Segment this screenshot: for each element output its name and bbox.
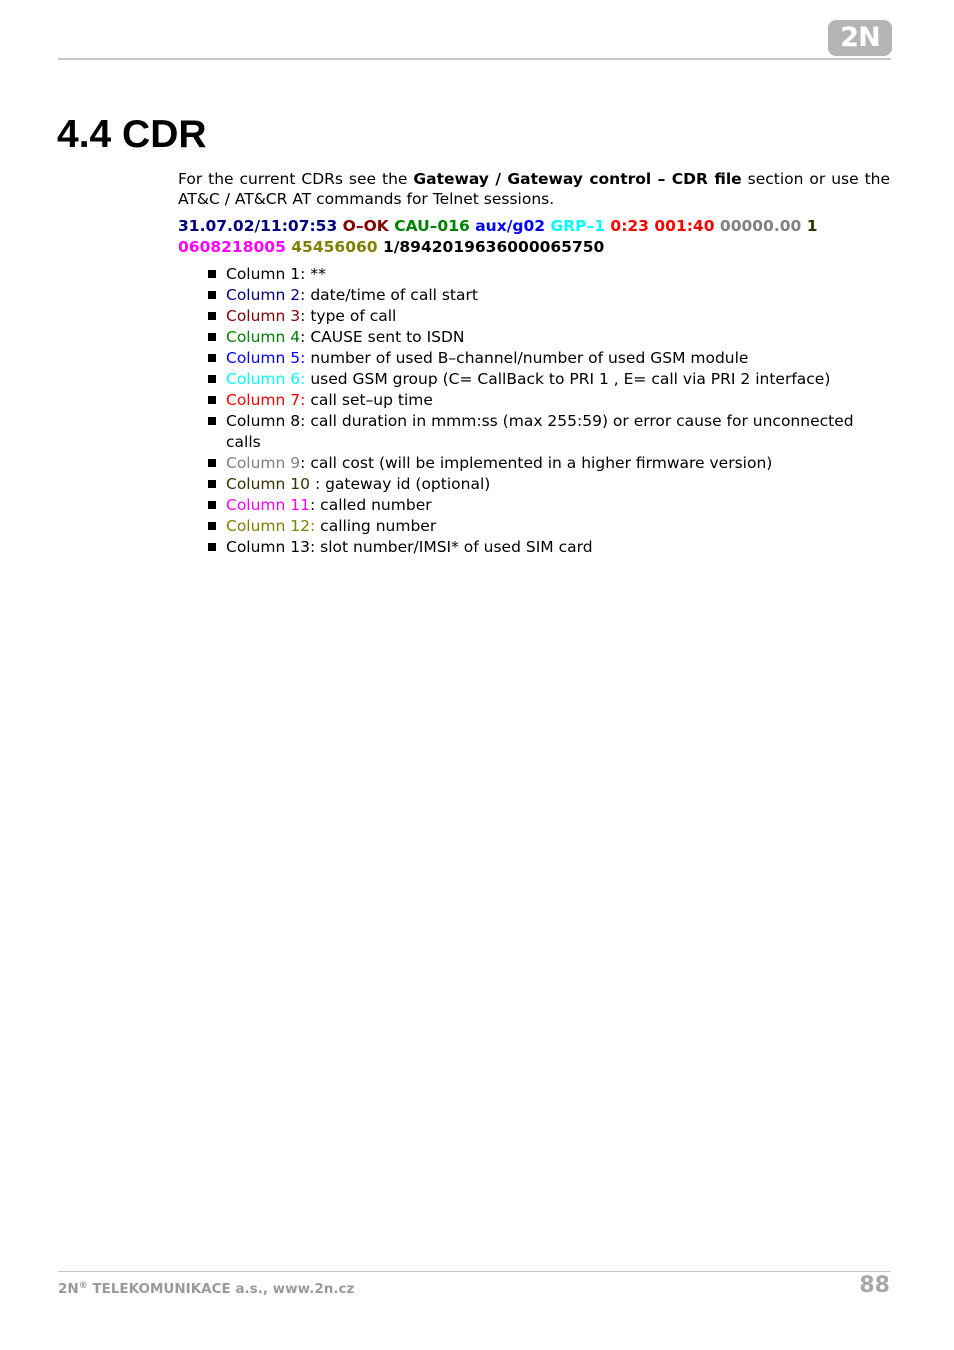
column-description: number of used B–channel/number of used GSM module [310,349,749,367]
page-title: 4.4 CDR [57,113,207,156]
cdr-token: O–OK [342,217,389,235]
column-label: Column 9 [226,454,301,472]
column-label: Column 4 [226,328,301,346]
column-list-item [206,264,890,285]
column-label: Column 1 [226,265,301,283]
column-list-item [206,537,890,558]
column-description: CAUSE sent to ISDN [310,328,465,346]
column-label: Column 11 [226,496,311,514]
column-description: call cost (will be implemented in a higher firmware version) [310,454,773,472]
column-label: Column 7: [226,391,306,409]
column-description: call duration in mmm:ss (max 255:59) or error cause for unconnected calls [226,412,854,451]
page-number: 88 [859,1273,890,1298]
column-list-item [206,453,890,474]
intro-paragraph [178,169,890,209]
column-list-item [206,390,890,411]
column-list-item [206,306,890,327]
registered-mark: ® [78,1281,88,1291]
column-label: Column 12: [226,517,316,535]
column-list-item [206,348,890,369]
column-description: called number [320,496,432,514]
footer-company-text: TELEKOMUNIKACE a.s., www.2n.cz [87,1281,355,1297]
footer-company [58,1280,354,1298]
intro-bold-reference: Gateway / Gateway control – CDR file [413,170,742,188]
intro-suffix: section or use the AT&C / AT&CR AT commands for Telnet sessions. [178,170,891,208]
column-label: Column 2 [226,286,301,304]
column-separator: : [310,475,326,493]
column-description: type of call [310,307,397,325]
column-list-item [206,474,890,495]
column-separator: : [300,265,311,283]
intro-prefix: For the current CDRs see the [178,170,414,188]
cdr-token: GRP–1 [550,217,605,235]
cdr-token: 45456060 [291,238,378,256]
cdr-example-line [178,216,890,258]
column-separator: : [300,307,311,325]
column-label: Column 3 [226,307,301,325]
cdr-token: 1/8942019636000065750 [382,238,605,256]
column-separator: : [310,538,321,556]
column-label: Column 8 [226,412,301,430]
footer-brand: 2N [58,1281,79,1297]
cdr-token: 0608218005 [178,238,286,256]
column-list-item [206,495,890,516]
column-description: call set–up time [310,391,433,409]
column-description: ** [310,265,326,283]
cdr-token: 001:40 [654,217,715,235]
column-list-item [206,411,890,453]
column-list-item [206,369,890,390]
footer-divider [58,1271,891,1272]
cdr-token: CAU–016 [394,217,470,235]
column-list-item [206,327,890,348]
column-description: used GSM group (C= CallBack to PRI 1 , E= call via PRI 2 interface) [310,370,831,388]
column-description: date/time of call start [310,286,478,304]
column-label: Column 13 [226,538,311,556]
cdr-token: 1 [806,217,818,235]
column-label: Column 10 [226,475,311,493]
column-separator: : [300,328,311,346]
cdr-token: 0:23 [610,217,649,235]
2n-logo: 2N [828,20,892,56]
column-label: Column 6: [226,370,306,388]
cdr-token: 31.07.02/11:07:53 [178,217,338,235]
column-list-item [206,285,890,306]
column-label: Column 5: [226,349,306,367]
column-list-item [206,516,890,537]
column-separator: : [300,286,311,304]
column-separator: : [310,496,321,514]
cdr-token: 00000.00 [719,217,802,235]
column-list [206,264,890,558]
column-description: calling number [320,517,437,535]
column-description: gateway id (optional) [325,475,491,493]
header-divider [58,58,891,60]
column-separator: : [300,454,311,472]
cdr-token: aux/g02 [475,217,546,235]
column-description: slot number/IMSI* of used SIM card [320,538,593,556]
column-separator: : [300,412,311,430]
